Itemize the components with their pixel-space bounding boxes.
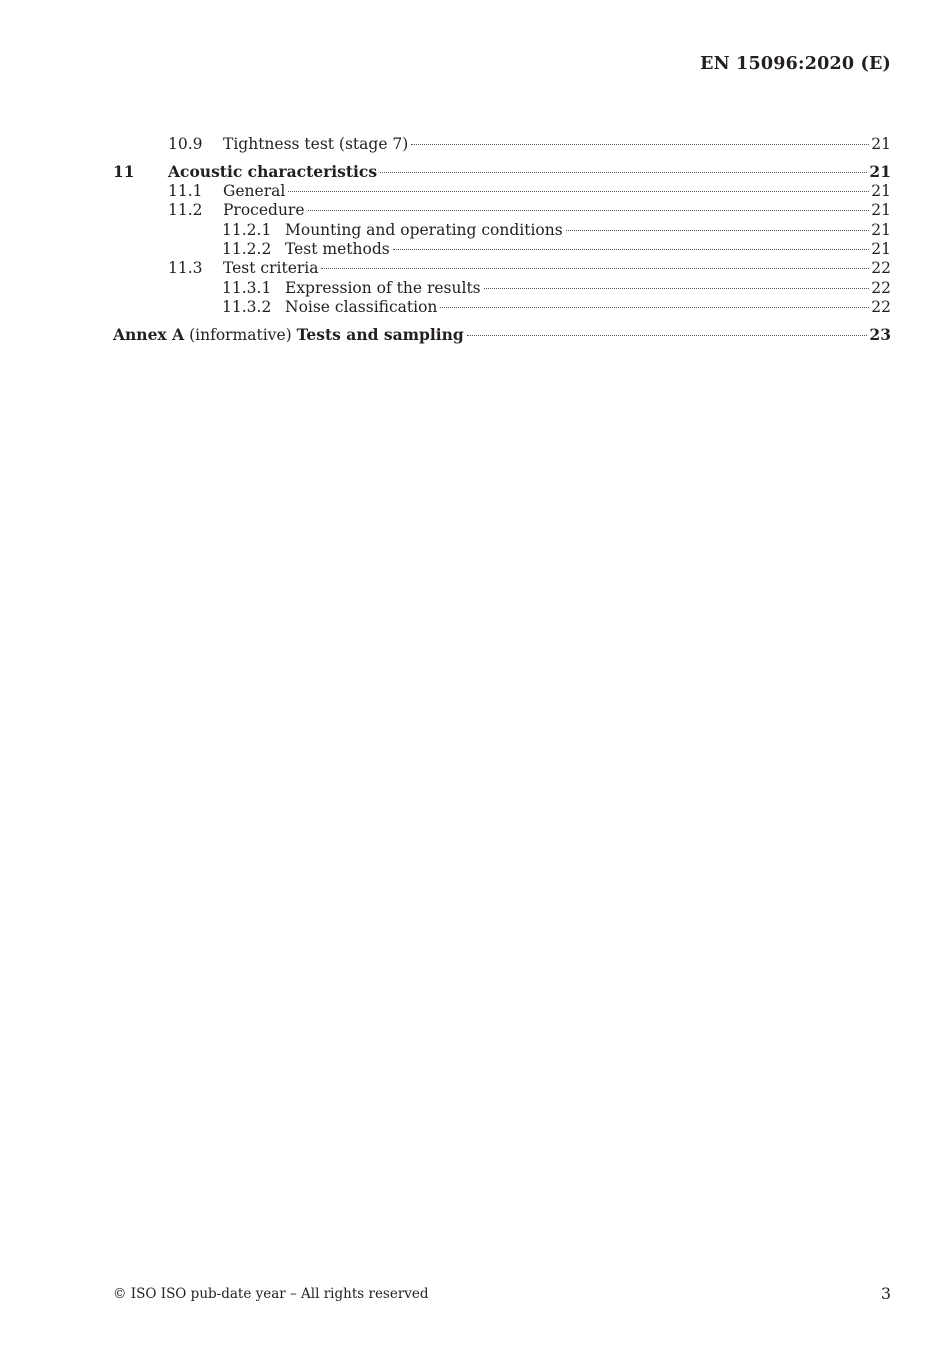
toc-entry-title: Tightness test (stage 7) (223, 135, 409, 153)
toc-entry-10-9[interactable] (113, 134, 891, 154)
toc-entry-page: 21 (871, 201, 891, 219)
toc-entry-title: General (223, 182, 286, 200)
toc-entry-title: Test criteria (223, 259, 319, 277)
toc-entry-page: 21 (871, 182, 891, 200)
toc-entry-page: 22 (871, 298, 891, 316)
toc-entry-number: 11.3 (168, 259, 203, 277)
toc-entry-page: 22 (871, 279, 891, 297)
toc-entry-number: 10.9 (168, 135, 203, 153)
toc-entry-number: 11.2.1 (222, 221, 272, 239)
toc-entry-11[interactable] (113, 162, 891, 182)
toc-entry-11-2-1[interactable] (113, 220, 891, 240)
toc-entry-11-3[interactable] (113, 258, 891, 278)
dot-leader (484, 288, 870, 289)
toc-entry-11-3-2[interactable] (113, 297, 891, 317)
dot-leader (308, 210, 870, 211)
toc-entry-annex-a[interactable] (113, 325, 891, 345)
dot-leader (321, 268, 869, 269)
dot-leader (440, 307, 869, 308)
toc-entry-title: Expression of the results (285, 279, 481, 297)
toc-entry-11-1[interactable] (113, 181, 891, 201)
toc-entry-11-3-1[interactable] (113, 278, 891, 298)
toc-entry-page: 22 (871, 259, 891, 277)
annex-label: Annex A (113, 325, 185, 344)
toc-entry-number: 11 (113, 162, 135, 181)
dot-leader (380, 172, 867, 173)
dot-leader (411, 144, 869, 145)
dot-leader (566, 230, 870, 231)
toc-entry-page: 21 (869, 162, 891, 181)
toc-entry-number: 11.2.2 (222, 240, 272, 258)
copyright-notice: © ISO ISO pub-date year – All rights reserved (113, 1286, 429, 1302)
toc-entry-number: 11.2 (168, 201, 203, 219)
toc-entry-title: Test methods (285, 240, 390, 258)
toc-entry-title: Mounting and operating conditions (285, 221, 563, 239)
toc-entry-title: Procedure (223, 201, 305, 219)
toc-entry-number: 11.3.1 (222, 279, 272, 297)
toc-entry-title: Noise classification (285, 298, 438, 316)
toc-entry-11-2[interactable] (113, 200, 891, 220)
toc-entry-number: 11.3.2 (222, 298, 272, 316)
dot-leader (467, 335, 868, 336)
annex-title: Tests and sampling (296, 325, 464, 344)
toc-entry-number: 11.1 (168, 182, 203, 200)
annex-type: (informative) (189, 326, 292, 344)
toc-entry-page: 21 (871, 135, 891, 153)
toc-entry-page: 21 (871, 240, 891, 258)
page-number: 3 (880, 1284, 891, 1303)
toc-entry-11-2-2[interactable] (113, 239, 891, 259)
toc-entry-title: Acoustic characteristics (168, 162, 378, 181)
document-id-header: EN 15096:2020 (E) (700, 54, 891, 74)
dot-leader (393, 249, 870, 250)
toc-entry-page: 23 (869, 325, 891, 344)
toc-entry-page: 21 (871, 221, 891, 239)
dot-leader (288, 191, 869, 192)
